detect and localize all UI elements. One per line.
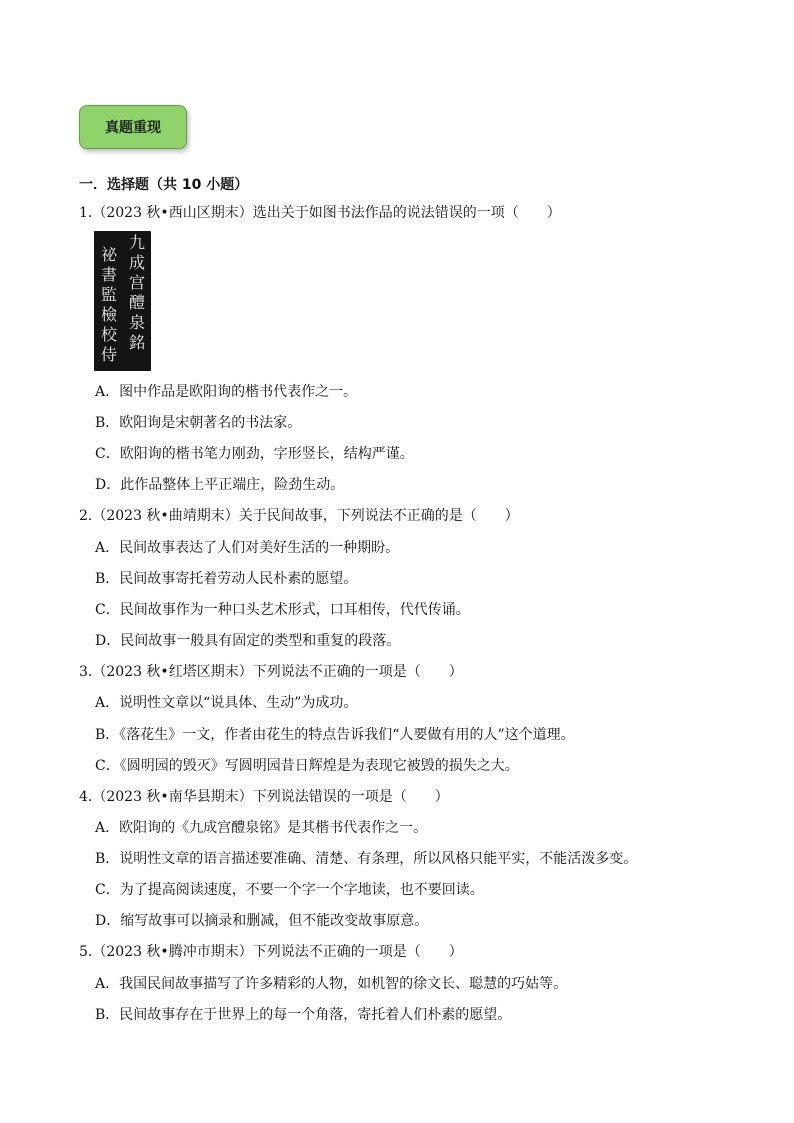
option-c: C．《圆明园的毁灭》写圆明园昔日辉煌是为表现它被毁的损失之大。 <box>95 758 519 774</box>
option-a: A．说明性文章以“说具体、生动”为成功。 <box>95 695 358 711</box>
question-stem: 1.（2023 秋•西山区期末）选出关于如图书法作品的说法错误的一项（ ） <box>79 205 561 221</box>
option-b: B．《落花生》一文，作者由花生的特点告诉我们“人要做有用的人”这个道理。 <box>95 727 575 743</box>
section-title: 一．选择题（共 10 小题） <box>79 177 249 193</box>
option-d: D．缩写故事可以摘录和删减，但不能改变故事原意。 <box>95 913 429 929</box>
calligraphy-right-column <box>123 233 151 353</box>
calligraphy-char: 成 <box>128 253 145 272</box>
calligraphy-char: 醴 <box>128 293 145 312</box>
option-a: A．民间故事表达了人们对美好生活的一种期盼。 <box>95 540 400 556</box>
option-a: A．我国民间故事描写了许多精彩的人物，如机智的徐文长、聪慧的巧姑等。 <box>95 976 568 992</box>
question-stem: 5.（2023 秋•腾冲市期末）下列说法不正确的一项是（ ） <box>79 944 463 960</box>
calligraphy-char: 九 <box>128 233 145 252</box>
option-b: B．民间故事存在于世界上的每一个角落，寄托着人们朴素的愿望。 <box>95 1007 512 1023</box>
calligraphy-char: 宫 <box>128 273 145 292</box>
calligraphy-image <box>94 231 151 371</box>
calligraphy-char: 銘 <box>128 333 145 352</box>
option-a: A．图中作品是欧阳询的楷书代表作之一。 <box>95 384 358 400</box>
option-c: C．民间故事作为一种口头艺术形式，口耳相传，代代传诵。 <box>95 602 470 618</box>
calligraphy-char: 校 <box>100 325 117 344</box>
option-d: D．此作品整体上平正端庄，险劲生动。 <box>95 477 345 493</box>
option-a: A．欧阳询的《九成宫醴泉铭》是其楷书代表作之一。 <box>95 820 428 836</box>
calligraphy-char: 泉 <box>128 313 145 332</box>
calligraphy-left-column <box>95 245 123 365</box>
option-b: B．欧阳询是宋朝著名的书法家。 <box>95 415 302 431</box>
option-d: D．民间故事一般具有固定的类型和重复的段落。 <box>95 633 401 649</box>
option-c: C．为了提高阅读速度，不要一个字一个字地读，也不要回读。 <box>95 882 484 898</box>
option-b: B．民间故事寄托着劳动人民朴素的愿望。 <box>95 571 358 587</box>
calligraphy-char: 侍 <box>100 345 117 364</box>
option-b: B．说明性文章的语言描述要准确、清楚、有条理，所以风格只能平实，不能活泼多变。 <box>95 851 638 867</box>
section-badge: 真题重现 <box>79 105 187 149</box>
option-c: C．欧阳询的楷书笔力刚劲，字形竖长，结构严谨。 <box>95 446 414 462</box>
question-stem: 3.（2023 秋•红塔区期末）下列说法不正确的一项是（ ） <box>79 664 463 680</box>
calligraphy-char: 祕 <box>100 245 117 264</box>
calligraphy-char: 書 <box>100 265 117 284</box>
calligraphy-char: 檢 <box>100 305 117 324</box>
calligraphy-char: 監 <box>100 285 117 304</box>
question-stem: 2.（2023 秋•曲靖期末）关于民间故事，下列说法不正确的是（ ） <box>79 508 519 524</box>
question-stem: 4.（2023 秋•南华县期末）下列说法错误的一项是（ ） <box>79 789 449 805</box>
